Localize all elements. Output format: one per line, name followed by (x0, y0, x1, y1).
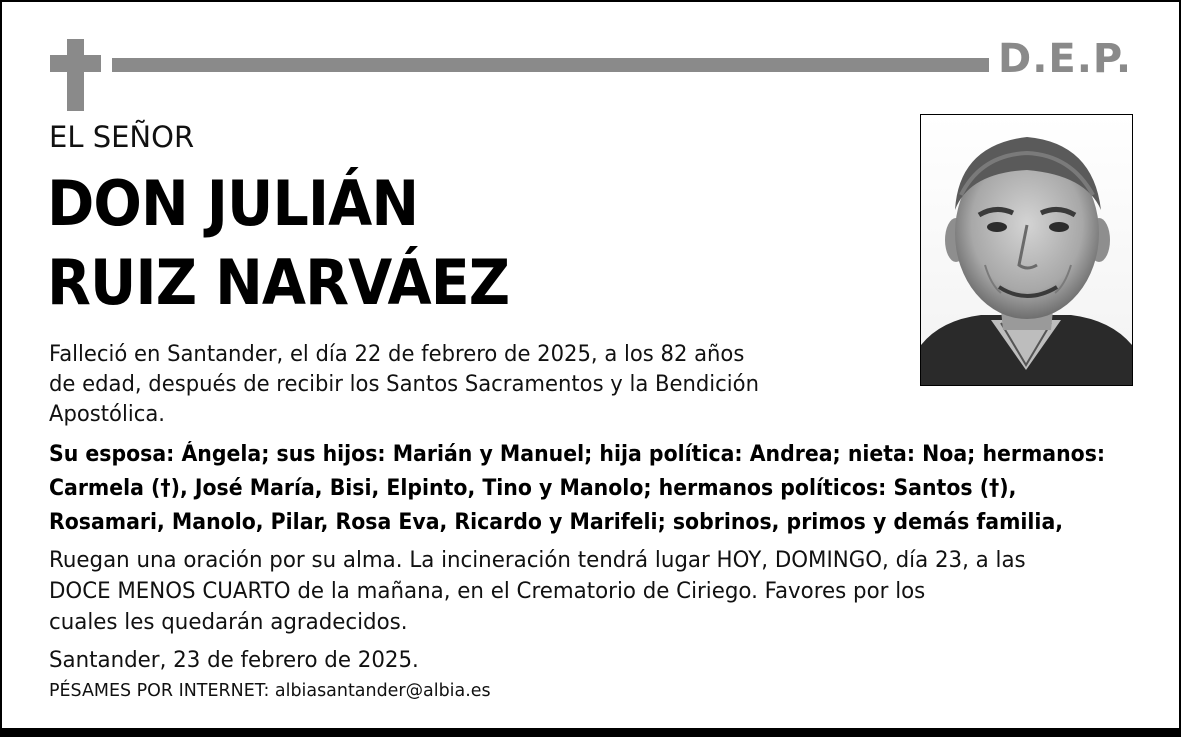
title-label: EL SEÑOR (49, 120, 195, 154)
deceased-name-line-2: RUIZ NARVÁEZ (47, 246, 510, 319)
cross-icon-bar (50, 55, 101, 72)
death-notice-line: Apostólica. (49, 402, 165, 427)
dep-label: D.E.P. (998, 36, 1133, 82)
place-date: Santander, 23 de febrero de 2025. (49, 648, 419, 673)
family-line: Carmela (†), José María, Bisi, Elpinto, Tino y Manolo; hermanos políticos: Santos (†), (49, 476, 1017, 501)
ceremony-line: DOCE MENOS CUARTO de la mañana, en el Crematorio de Ciriego. Favores por los (49, 579, 926, 604)
header-rule (112, 58, 989, 72)
death-notice-line: de edad, después de recibir los Santos Sacramentos y la Bendición (49, 372, 759, 397)
ceremony-line: cuales les quedarán agradecidos. (49, 610, 408, 635)
condolences-line: PÉSAMES POR INTERNET: albiasantander@albia.es (49, 680, 491, 701)
family-line: Su esposa: Ángela; sus hijos: Marián y Manuel; hija política: Andrea; nieta: Noa; hermanos: (49, 442, 1106, 467)
ceremony-line: Ruegan una oración por su alma. La incineración tendrá lugar HOY, DOMINGO, día 23, a las (49, 548, 1026, 573)
death-notice-line: Falleció en Santander, el día 22 de febrero de 2025, a los 82 años (49, 342, 745, 367)
cross-icon (67, 39, 84, 111)
deceased-name-line-1: DON JULIÁN (47, 167, 419, 240)
portrait-icon (921, 115, 1132, 385)
portrait-photo (920, 114, 1133, 386)
family-line: Rosamari, Manolo, Pilar, Rosa Eva, Ricardo y Marifeli; sobrinos, primos y demás familia, (49, 510, 1064, 535)
